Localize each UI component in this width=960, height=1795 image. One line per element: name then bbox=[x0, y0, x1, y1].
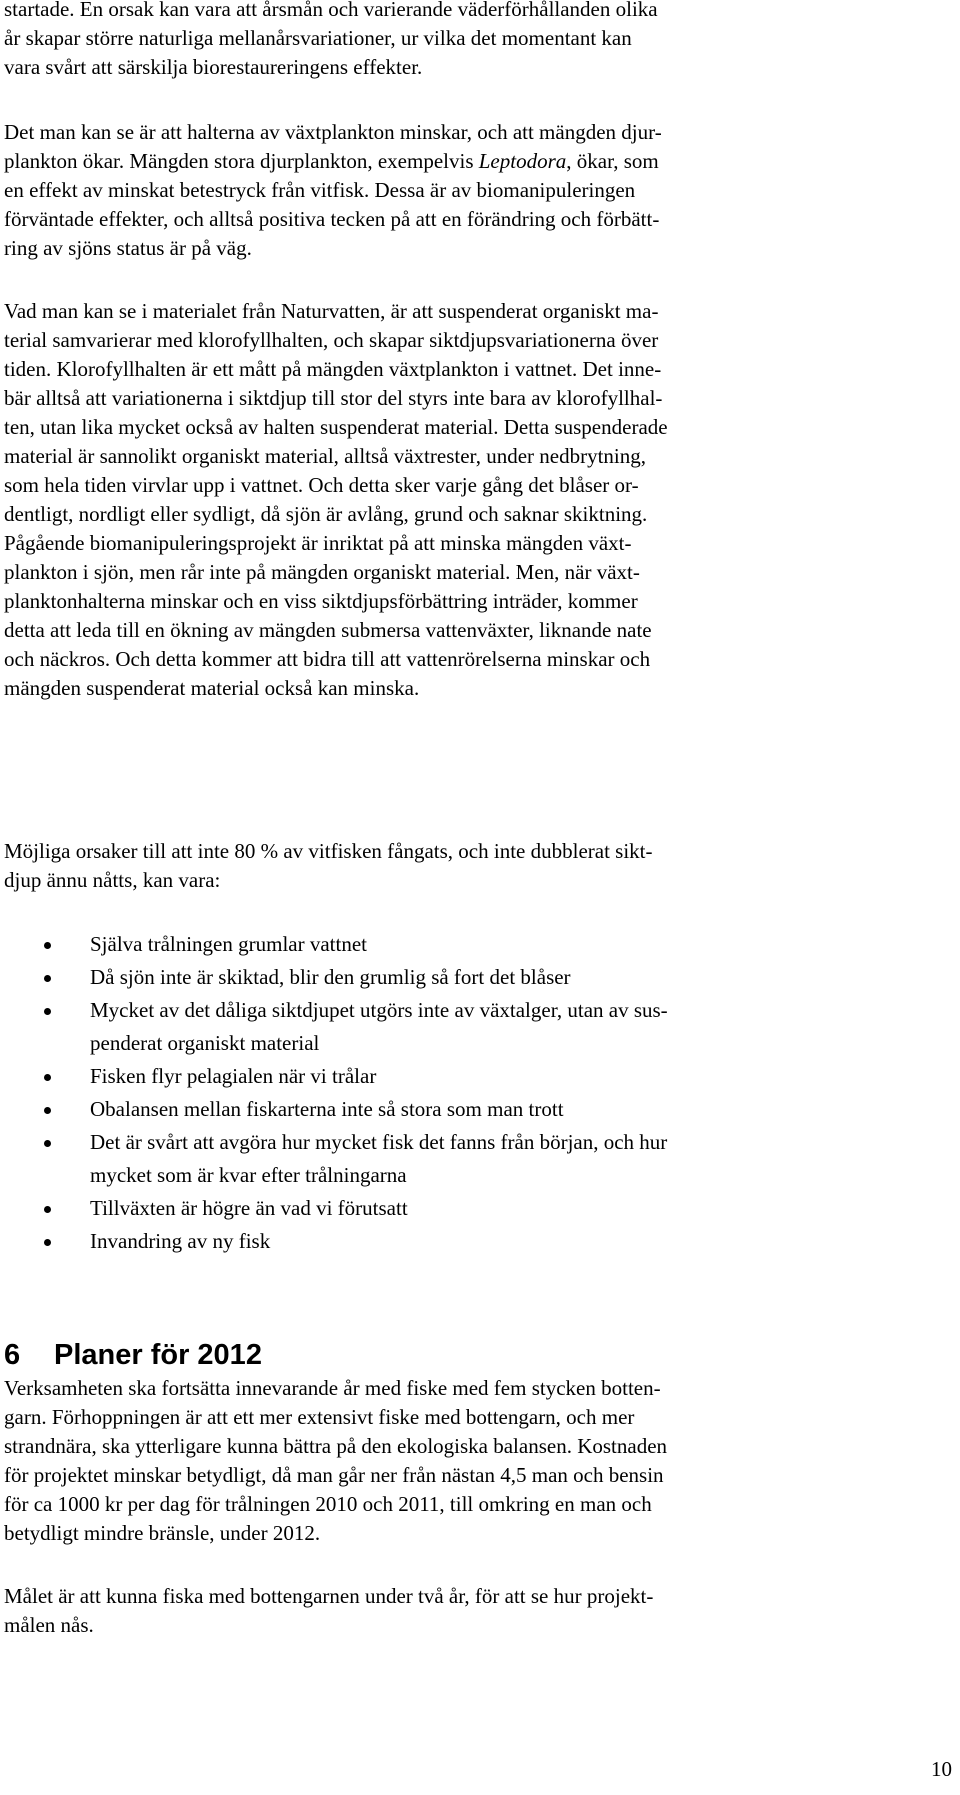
text-line: och näckros. Och detta kommer att bidra till att vattenrörelserna minskar och bbox=[4, 647, 651, 671]
text-line: vara svårt att särskilja biorestaureringens effekter. bbox=[4, 55, 423, 79]
text-line: för ca 1000 kr per dag för trålningen 2010 och 2011, till omkring en man och bbox=[4, 1492, 652, 1516]
paragraph-plankton bbox=[4, 118, 949, 263]
list-item bbox=[0, 1093, 945, 1126]
text-line: terial samvarierar med klorofyllhalten, och skapar siktdjupsvariationerna över bbox=[4, 328, 659, 352]
paragraph-intro-continuation bbox=[4, 0, 949, 82]
text-line: startade. En orsak kan vara att årsmån och varierande väderförhållanden olika bbox=[4, 0, 658, 21]
text-line: en effekt av minskat betestryck från vitfisk. Dessa är av biomanipuleringen bbox=[4, 178, 636, 202]
text-line: år skapar större naturliga mellanårsvariationer, ur vilka det momentant kan bbox=[4, 26, 632, 50]
text-line: planktonhalterna minskar och en viss siktdjupsförbättring inträder, kommer bbox=[4, 589, 638, 613]
list-item bbox=[0, 1126, 945, 1192]
paragraph-naturvatten bbox=[4, 297, 949, 703]
text-line: Målet är att kunna fiska med bottengarnen under två år, för att se hur projekt- bbox=[4, 1584, 654, 1608]
text-line: Det man kan se är att halterna av växtplankton minskar, och att mängden djur- bbox=[4, 120, 662, 144]
text-line: detta att leda till en ökning av mängden submersa vattenväxter, liknande nate bbox=[4, 618, 652, 642]
text-line: målen nås. bbox=[4, 1613, 94, 1637]
paragraph-goal bbox=[4, 1582, 949, 1640]
text-line: mängden suspenderat material också kan minska. bbox=[4, 676, 420, 700]
text-line: Pågående biomanipuleringsprojekt är inriktat på att minska mängden växt- bbox=[4, 531, 632, 555]
list-item-text: Mycket av det dåliga siktdjupet utgörs inte av växtalger, utan av sus- bbox=[90, 998, 668, 1022]
section-title: Planer för 2012 bbox=[54, 1339, 262, 1371]
paragraph-possible-causes bbox=[4, 837, 949, 895]
bullet-icon bbox=[44, 1107, 51, 1114]
species-name: Leptodora bbox=[478, 149, 567, 173]
text-line: plankton i sjön, men rår inte på mängden organiskt material. Men, när växt- bbox=[4, 560, 640, 584]
bullet-icon bbox=[44, 975, 51, 982]
text-line: dentligt, nordligt eller sydligt, då sjön är avlång, grund och saknar skiktning. bbox=[4, 502, 648, 526]
text-line: förväntade effekter, och alltså positiva tecken på att en förändring och förbätt- bbox=[4, 207, 660, 231]
bullet-icon bbox=[44, 1239, 51, 1246]
bullet-icon bbox=[44, 1140, 51, 1147]
text-line: material är sannolikt organiskt material, alltså växtrester, under nedbrytning, bbox=[4, 444, 646, 468]
list-item-text: Det är svårt att avgöra hur mycket fisk det fanns från början, och hur bbox=[90, 1130, 668, 1154]
text-segment: plankton ökar. Mängden stora djurplankton, exempelvis bbox=[4, 149, 479, 173]
page-number: 10 bbox=[931, 1757, 952, 1781]
bullet-icon bbox=[44, 1074, 51, 1081]
text-line: djup ännu nåtts, kan vara: bbox=[4, 868, 221, 892]
bullet-icon bbox=[44, 942, 51, 949]
text-line: Vad man kan se i materialet från Naturvatten, är att suspenderat organiskt ma- bbox=[4, 299, 659, 323]
section-heading bbox=[4, 1338, 262, 1372]
text-line: tiden. Klorofyllhalten är ett mått på mängden växtplankton i vattnet. Det inne- bbox=[4, 357, 662, 381]
list-item bbox=[0, 994, 945, 1060]
list-item bbox=[0, 928, 945, 961]
text-line: för projektet minskar betydligt, då man går ner från nästan 4,5 man och bensin bbox=[4, 1463, 664, 1487]
list-item-text: mycket som är kvar efter trålningarna bbox=[90, 1163, 407, 1187]
text-line: Möjliga orsaker till att inte 80 % av vitfisken fångats, och inte dubblerat sikt- bbox=[4, 839, 653, 863]
bullet-icon bbox=[44, 1206, 51, 1213]
list-item-text: Själva trålningen grumlar vattnet bbox=[90, 932, 367, 956]
list-item-text: Tillväxten är högre än vad vi förutsatt bbox=[90, 1196, 408, 1220]
text-line: betydligt mindre bränsle, under 2012. bbox=[4, 1521, 321, 1545]
text-line: ring av sjöns status är på väg. bbox=[4, 236, 252, 260]
list-item bbox=[0, 1225, 945, 1258]
list-item-text: penderat organiskt material bbox=[90, 1031, 320, 1055]
list-item-text: Obalansen mellan fiskarterna inte så stora som man trott bbox=[90, 1097, 564, 1121]
text-line: ten, utan lika mycket också av halten suspenderat material. Detta suspenderade bbox=[4, 415, 668, 439]
text-line: strandnära, ska ytterligare kunna bättra på den ekologiska balansen. Kostnaden bbox=[4, 1434, 668, 1458]
text-line: garn. Förhoppningen är att ett mer extensivt fiske med bottengarn, och mer bbox=[4, 1405, 635, 1429]
paragraph-plans bbox=[4, 1374, 949, 1548]
text-segment: , ökar, som bbox=[566, 149, 659, 173]
text-line: bär alltså att variationerna i siktdjup till stor del styrs inte bara av klorofyllhal- bbox=[4, 386, 663, 410]
list-item bbox=[0, 1192, 945, 1225]
bullet-icon bbox=[44, 1008, 51, 1015]
text-line: Verksamheten ska fortsätta innevarande år med fiske med fem stycken botten- bbox=[4, 1376, 661, 1400]
causes-bullet-list bbox=[0, 928, 945, 1258]
list-item-text: Då sjön inte är skiktad, blir den grumlig så fort det blåser bbox=[90, 965, 571, 989]
list-item bbox=[0, 1060, 945, 1093]
section-number: 6 bbox=[4, 1339, 21, 1371]
text-line: som hela tiden virvlar upp i vattnet. Och detta sker varje gång det blåser or- bbox=[4, 473, 639, 497]
list-item-text: Fisken flyr pelagialen när vi trålar bbox=[90, 1064, 377, 1088]
list-item-text: Invandring av ny fisk bbox=[90, 1229, 271, 1253]
text-line bbox=[4, 147, 949, 176]
list-item bbox=[0, 961, 945, 994]
